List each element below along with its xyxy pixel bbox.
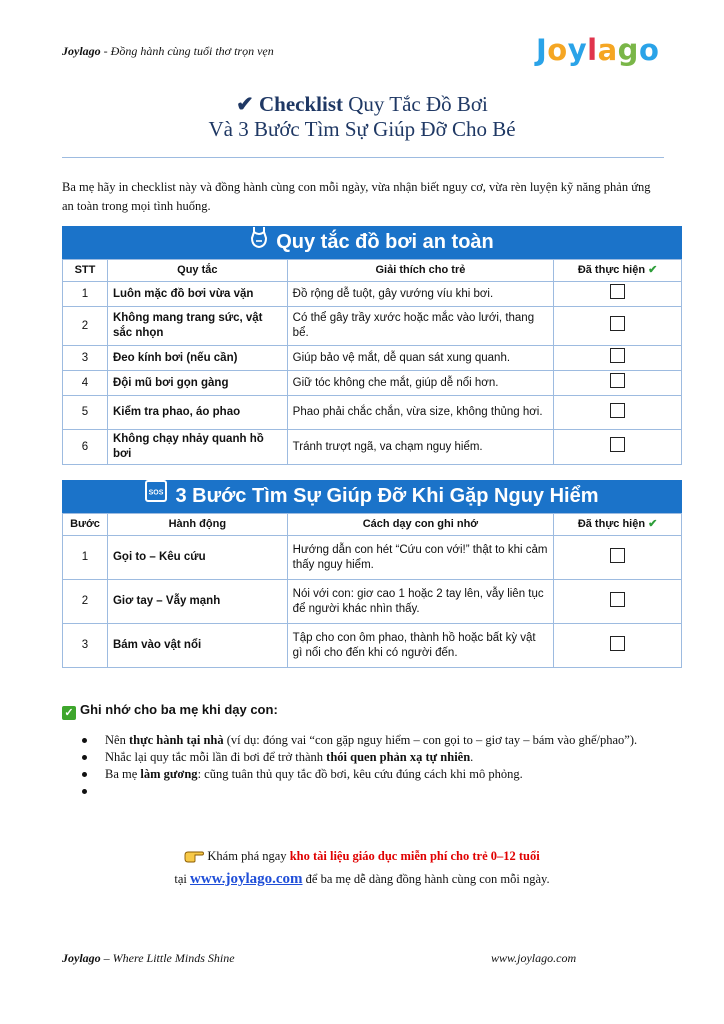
done-cell [554,580,682,624]
table-header-row [63,260,682,282]
notes-title: Ghi nhớ cho ba mẹ khi dạy con: [80,702,278,717]
done-cell [554,536,682,580]
table-row [63,371,682,396]
row-title: Giơ tay – Vẫy mạnh [107,580,287,624]
footer-brand: Joylago [62,951,101,965]
done-checkbox[interactable] [610,437,625,452]
table-row [63,580,682,624]
promo-text: để ba mẹ dễ dàng đồng hành cùng con mỗi ngày. [302,872,550,886]
done-cell [554,307,682,346]
promo-text: tại [174,872,191,886]
rules-table [62,259,682,465]
row-title: Không chạy nhảy quanh hồ bơi [107,430,287,465]
title-rest: Quy Tắc Đồ Bơi [342,92,488,116]
table-row [63,536,682,580]
done-cell [554,396,682,430]
row-title: Bám vào vật nổi [107,624,287,668]
row-number: 5 [63,396,108,430]
logo-letter: o [547,33,568,67]
row-number: 4 [63,371,108,396]
col-header-label: Đã thực hiện [577,518,646,530]
footer-left [62,951,235,966]
row-number: 2 [63,580,108,624]
table-row [63,624,682,668]
note-text: Ba mẹ [105,767,141,781]
table-row [63,307,682,346]
logo-letter: J [536,33,548,67]
note-text: . [470,750,474,764]
table-row [63,430,682,465]
note-text: : cũng tuân thủ quy tắc đồ bơi, kêu cứu đúng cách khi mô phỏng. [197,767,523,781]
pointing-hand-icon [184,849,204,869]
row-explanation: Tập cho con ôm phao, thành hồ hoặc bất kỳ vật gì nổi cho đến khi có người đến. [287,624,554,668]
swimsuit-icon [250,226,268,259]
done-checkbox[interactable] [610,284,625,299]
row-explanation: Giữ tóc không che mắt, giúp dễ nổi hơn. [287,371,554,396]
done-checkbox[interactable] [610,548,625,563]
col-header: Quy tắc [107,260,287,282]
promo-block [0,846,724,889]
done-cell [554,282,682,307]
row-explanation: Giúp bảo vệ mắt, dễ quan sát xung quanh. [287,346,554,371]
check-icon: ✔ [648,264,658,276]
help-steps-table [62,513,682,668]
note-bold: làm gương [140,767,198,781]
done-checkbox[interactable] [610,373,625,388]
logo-letter: a [597,33,618,67]
row-explanation: Đồ rộng dễ tuột, gây vướng víu khi bơi. [287,282,554,307]
done-cell [554,371,682,396]
notes-heading [62,702,278,720]
row-explanation: Nói với con: giơ cao 1 hoặc 2 tay lên, vẫy liên tục để người khác nhìn thấy. [287,580,554,624]
row-title: Gọi to – Kêu cứu [107,536,287,580]
page-title [0,92,724,142]
col-header: STT [63,260,108,282]
done-checkbox[interactable] [610,592,625,607]
row-number: 3 [63,624,108,668]
section2-banner [62,480,682,513]
table-row [63,346,682,371]
done-checkbox[interactable] [610,636,625,651]
row-number: 6 [63,430,108,465]
logo-letter: g [617,33,639,67]
promo-text: Khám phá ngay [204,849,290,863]
col-header: Hành động [107,514,287,536]
joylago-logo [536,32,664,68]
col-header [554,260,682,282]
page-header [62,44,274,59]
row-explanation: Phao phải chắc chắn, vừa size, không thủng hơi. [287,396,554,430]
note-text: Nên [105,733,129,747]
notes-list [80,732,670,800]
table-row [63,282,682,307]
sos-label: SOS [149,489,164,497]
list-item [80,766,670,783]
title-bold: Checklist [258,92,343,116]
row-explanation: Có thể gây trầy xước hoặc mắc vào lưới, thang bể. [287,307,554,346]
done-checkbox[interactable] [610,316,625,331]
table-row [63,396,682,430]
section2-title: 3 Bước Tìm Sự Giúp Đỡ Khi Gặp Nguy Hiểm [175,485,599,507]
col-header: Bước [63,514,108,536]
done-cell [554,346,682,371]
row-number: 2 [63,307,108,346]
title-check: ✔ [236,92,254,116]
title-divider [62,157,664,158]
row-number: 1 [63,536,108,580]
note-bold: thói quen phản xạ tự nhiên [326,750,471,764]
footer-url: www.joylago.com [491,951,577,965]
col-header-label: Đã thực hiện [577,264,646,276]
row-title: Luôn mặc đồ bơi vừa vặn [107,282,287,307]
check-icon: ✔ [648,518,658,530]
row-number: 3 [63,346,108,371]
done-cell [554,430,682,465]
row-explanation: Tránh trượt ngã, va chạm nguy hiểm. [287,430,554,465]
title-line2: Và 3 Bước Tìm Sự Giúp Đỡ Cho Bé [208,117,516,141]
row-explanation: Hướng dẫn con hét “Cứu con với!” thật to khi cảm thấy nguy hiểm. [287,536,554,580]
note-bold: thực hành tại nhà [128,733,224,747]
promo-highlight: kho tài liệu giáo dục miễn phí cho trẻ 0–12 tuổi [289,849,540,863]
list-item [80,732,670,749]
header-tagline: - Đồng hành cùng tuổi thơ trọn vẹn [100,44,274,58]
row-title: Không mang trang sức, vật sắc nhọn [107,307,287,346]
table-header-row [63,514,682,536]
section1-banner [62,226,682,259]
website-link[interactable]: www.joylago.com [190,871,303,887]
footer-tagline: – Where Little Minds Shine [100,951,235,965]
checkbox-icon: ✓ [62,706,76,720]
col-header [554,514,682,536]
note-text: (ví dụ: đóng vai “con gặp nguy hiểm – con gọi to – giơ tay – bám vào ghế/phao”). [223,733,638,747]
section1-title: Quy tắc đồ bơi an toàn [276,231,494,253]
row-title: Kiểm tra phao, áo phao [107,396,287,430]
note-text: Nhắc lại quy tắc mỗi lần đi bơi để trở thành [105,750,327,764]
row-number: 1 [63,282,108,307]
done-checkbox[interactable] [610,403,625,418]
logo-letter: l [587,33,598,67]
row-title: Đội mũ bơi gọn gàng [107,371,287,396]
sos-icon [145,480,167,513]
col-header: Cách dạy con ghi nhớ [287,514,554,536]
logo-letter: o [638,33,660,67]
done-cell [554,624,682,668]
row-title: Đeo kính bơi (nếu cần) [107,346,287,371]
intro-text: Ba mẹ hãy in checklist này và đồng hành cùng con mỗi ngày, vừa nhận biết nguy cơ, vừa rèn luyện kỹ năng phản ứng an toàn trong mọi tình huống. [62,180,651,213]
done-checkbox[interactable] [610,348,625,363]
list-item [80,783,670,800]
logo-letter: y [567,33,588,67]
list-item [80,749,670,766]
header-brand: Joylago [62,44,101,58]
col-header: Giải thích cho trẻ [287,260,554,282]
